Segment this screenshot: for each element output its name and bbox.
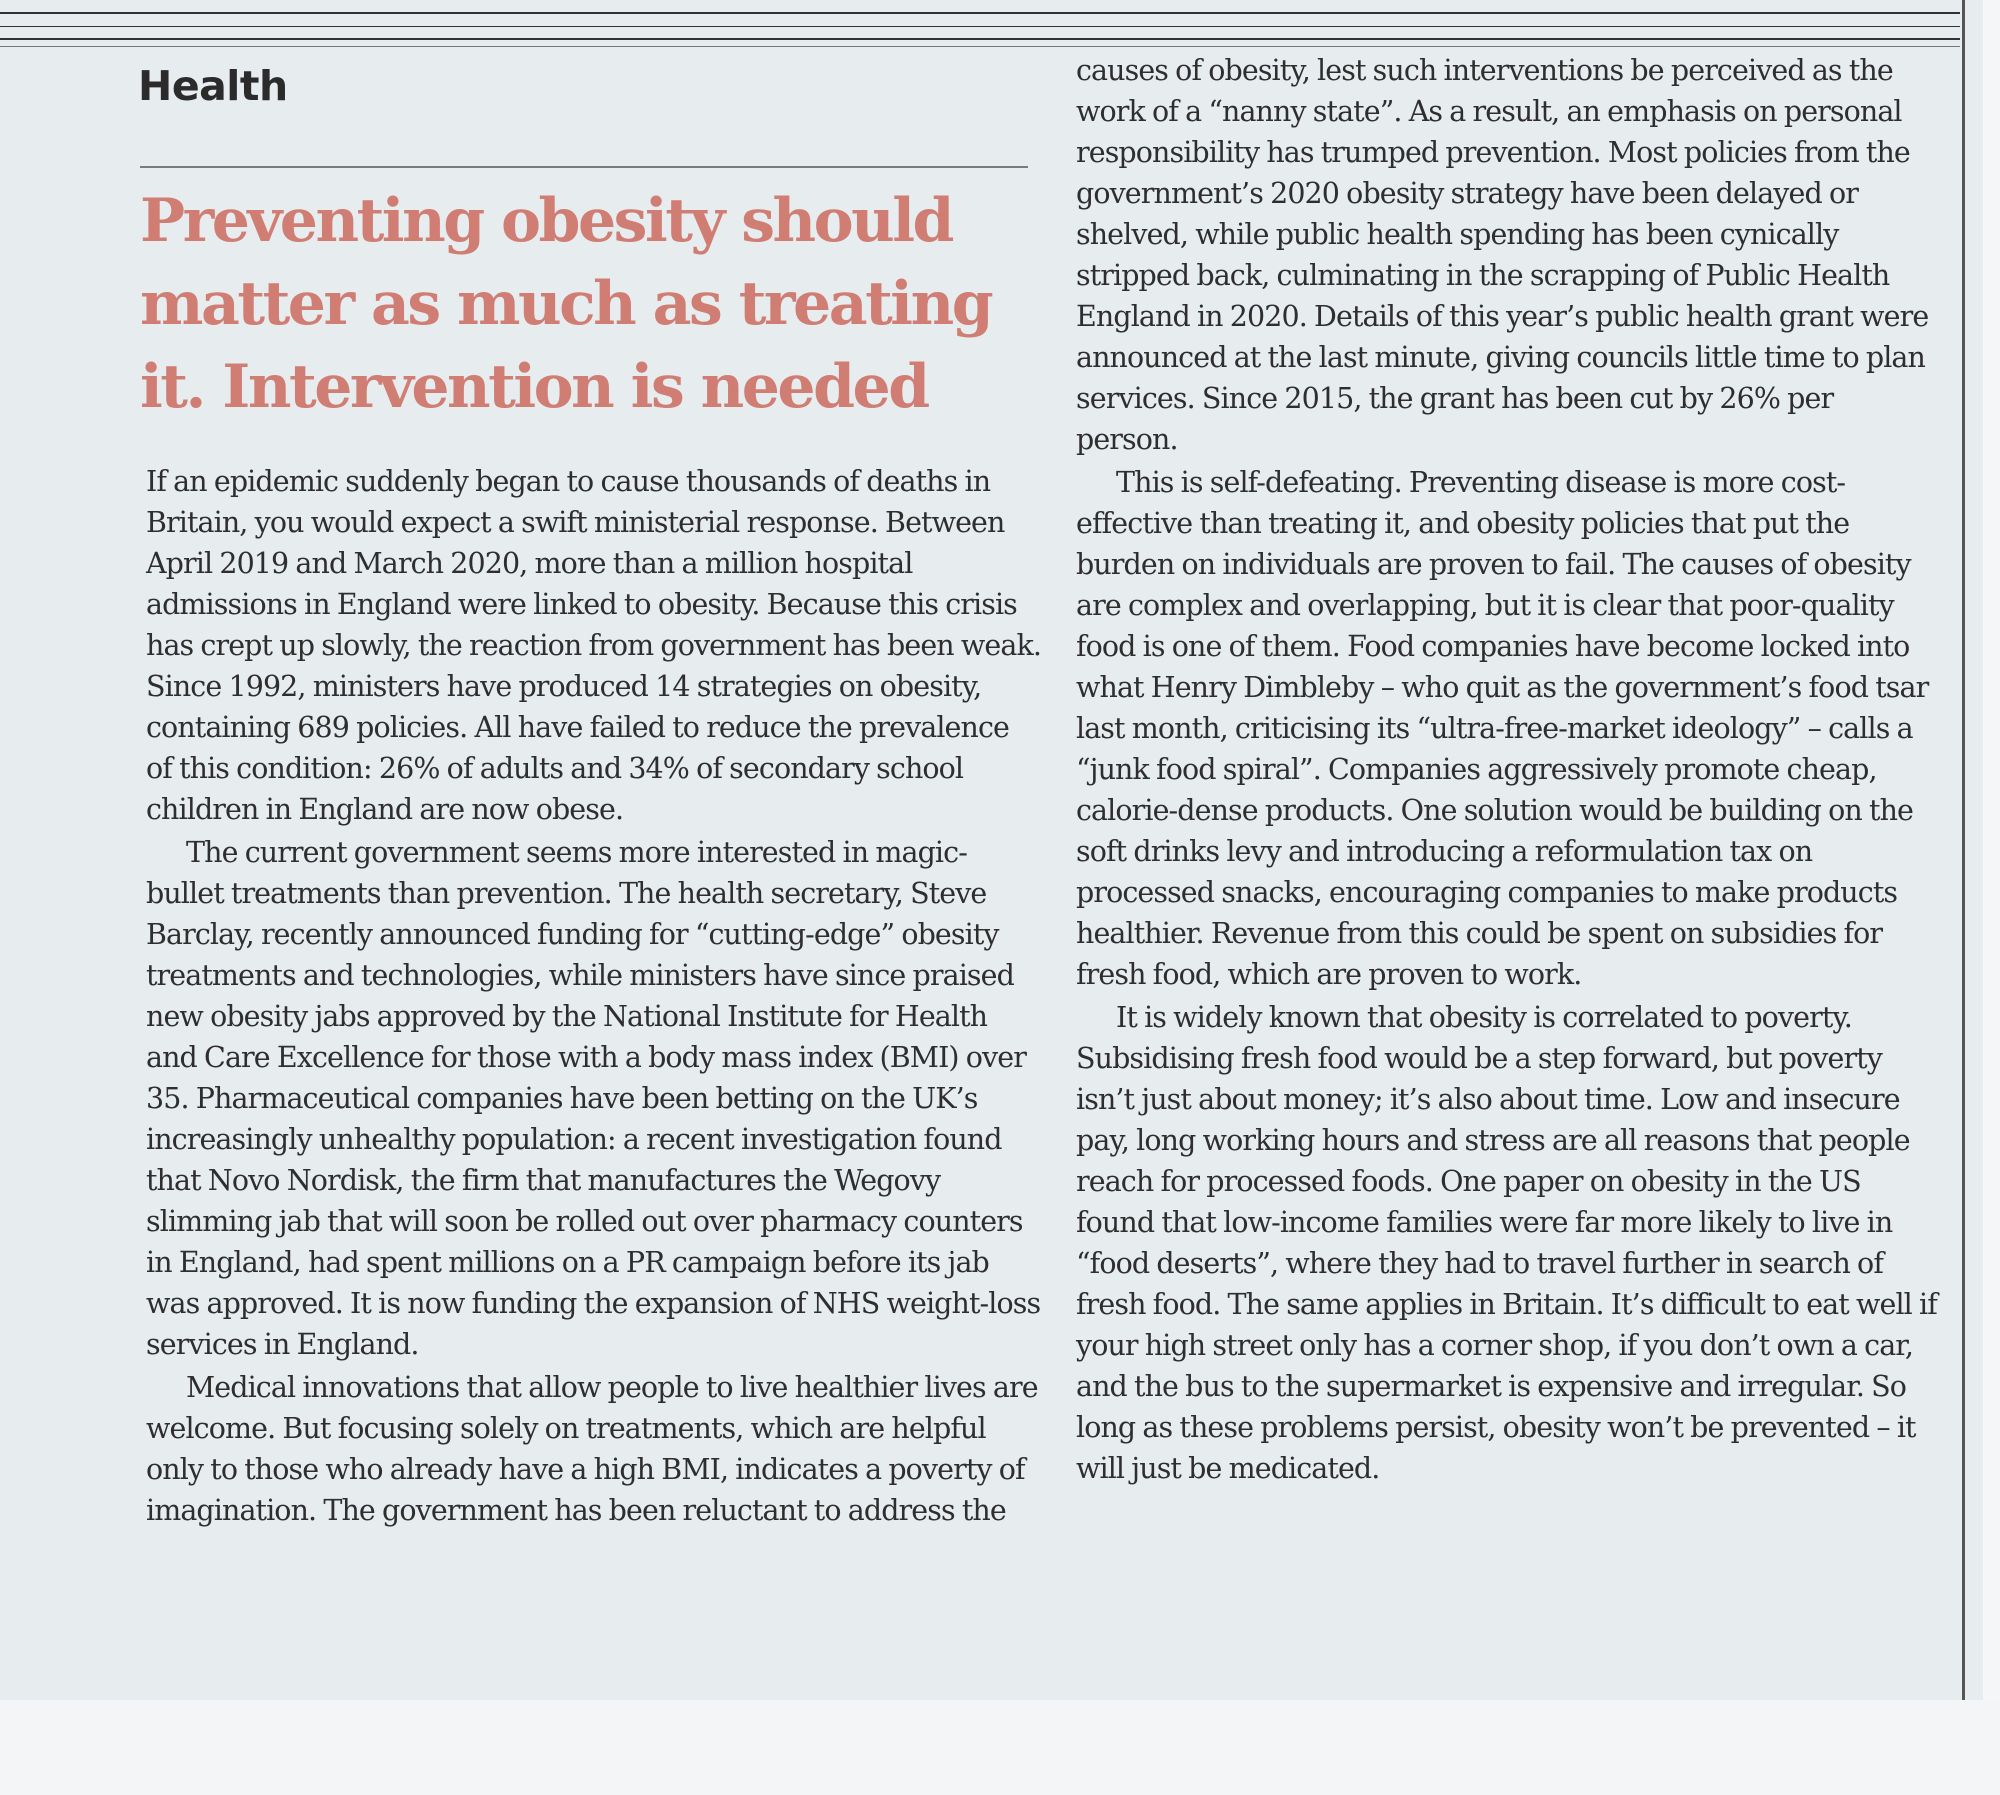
top-rule <box>0 38 1960 40</box>
left-column <box>146 461 1041 1531</box>
headline: Preventing obesity should matter as much as treating it. Intervention is needed <box>140 186 992 422</box>
paragraph: This is self-defeating. Preventing disease is more cost-effective than treating it, and obesity policies that put the burden on individuals are proven to fail. The causes of obesity are complex and overlapping, but it is clear that poor-quality food is one of them. Food companies have become locked into what Henry Dimbleby – who quit as the government’s food tsar last month, criticising its “ultra-free-market ideology” – calls a “junk food spiral”. Companies aggressively promote cheap, calorie-dense products. One solution would be building on the soft drinks levy and introducing a reformulation tax on processed snacks, encouraging companies to make products healthier. Revenue from this could be spent on subsidies for fresh food, which are proven to work. <box>1076 466 1929 991</box>
paragraph: The current government seems more interested in magic-bullet treatments than prevention. The health secretary, Steve Barclay, recently announced funding for “cutting-edge” obesity treatments and technologies, while ministers have since praised new obesity jabs approved by the National Institute for Health and Care Excellence for those with a body mass index (BMI) over 35. Pharmaceutical companies have been betting on the UK’s increasingly unhealthy population: a recent investigation found that Novo Nordisk, the firm that manufactures the Wegovy slimming jab that will soon be rolled out over pharmacy counters in England, had spent millions on a PR campaign before its jab was approved. It is now funding the expansion of NHS weight-loss services in England. <box>146 836 1041 1361</box>
paragraph: If an epidemic suddenly began to cause thousands of deaths in Britain, you would expect a swift ministerial response. Between April 2019 and March 2020, more than a million hospital admissions in England were linked to obesity. Because this crisis has crept up slowly, the reaction from government has been weak. Since 1992, ministers have produced 14 strategies on obesity, containing 689 policies. All have failed to reduce the prevalence of this condition: 26% of adults and 34% of secondary school children in England are now obese. <box>146 465 1041 826</box>
paragraph: causes of obesity, lest such interventions be perceived as the work of a “nanny state”. As a result, an emphasis on personal responsibility has trumped prevention. Most policies from the government’s 2020 obesity strategy have been delayed or shelved, while public health spending has been cynically stripped back, culminating in the scrapping of Public Health England in 2020. Details of this year’s public health grant were announced at the last minute, giving councils little time to plan services. Since 2015, the grant has been cut by 26% per person. <box>1076 54 1929 456</box>
right-column <box>1076 50 1941 1489</box>
scan-margin <box>1983 0 2000 1795</box>
top-rule-thin <box>0 26 1960 27</box>
paragraph: It is widely known that obesity is correlated to poverty. Subsidising fresh food would be a step forward, but poverty isn’t just about money; it’s also about time. Low and insecure pay, long working hours and stress are all reasons that people reach for processed foods. One paper on obesity in the US found that low-income families were far more likely to live in “food deserts”, where they had to travel further in search of fresh food. The same applies in Britain. It’s difficult to eat well if your high street only has a corner shop, if you don’t own a car, and the bus to the supermarket is expensive and irregular. So long as these problems persist, obesity won’t be prevented – it will just be medicated. <box>1076 1001 1937 1485</box>
top-rule <box>0 12 1960 14</box>
headline-divider <box>140 166 1028 168</box>
scan-margin <box>0 1700 2000 1795</box>
section-label: Health <box>138 62 288 110</box>
column-border <box>1962 0 1965 1700</box>
paragraph: Medical innovations that allow people to live healthier lives are welcome. But focusing solely on treatments, which are helpful only to those who already have a high BMI, indicates a poverty of imagination. The government has been reluctant to address the <box>146 1371 1038 1527</box>
top-rule-thin <box>0 46 1960 47</box>
